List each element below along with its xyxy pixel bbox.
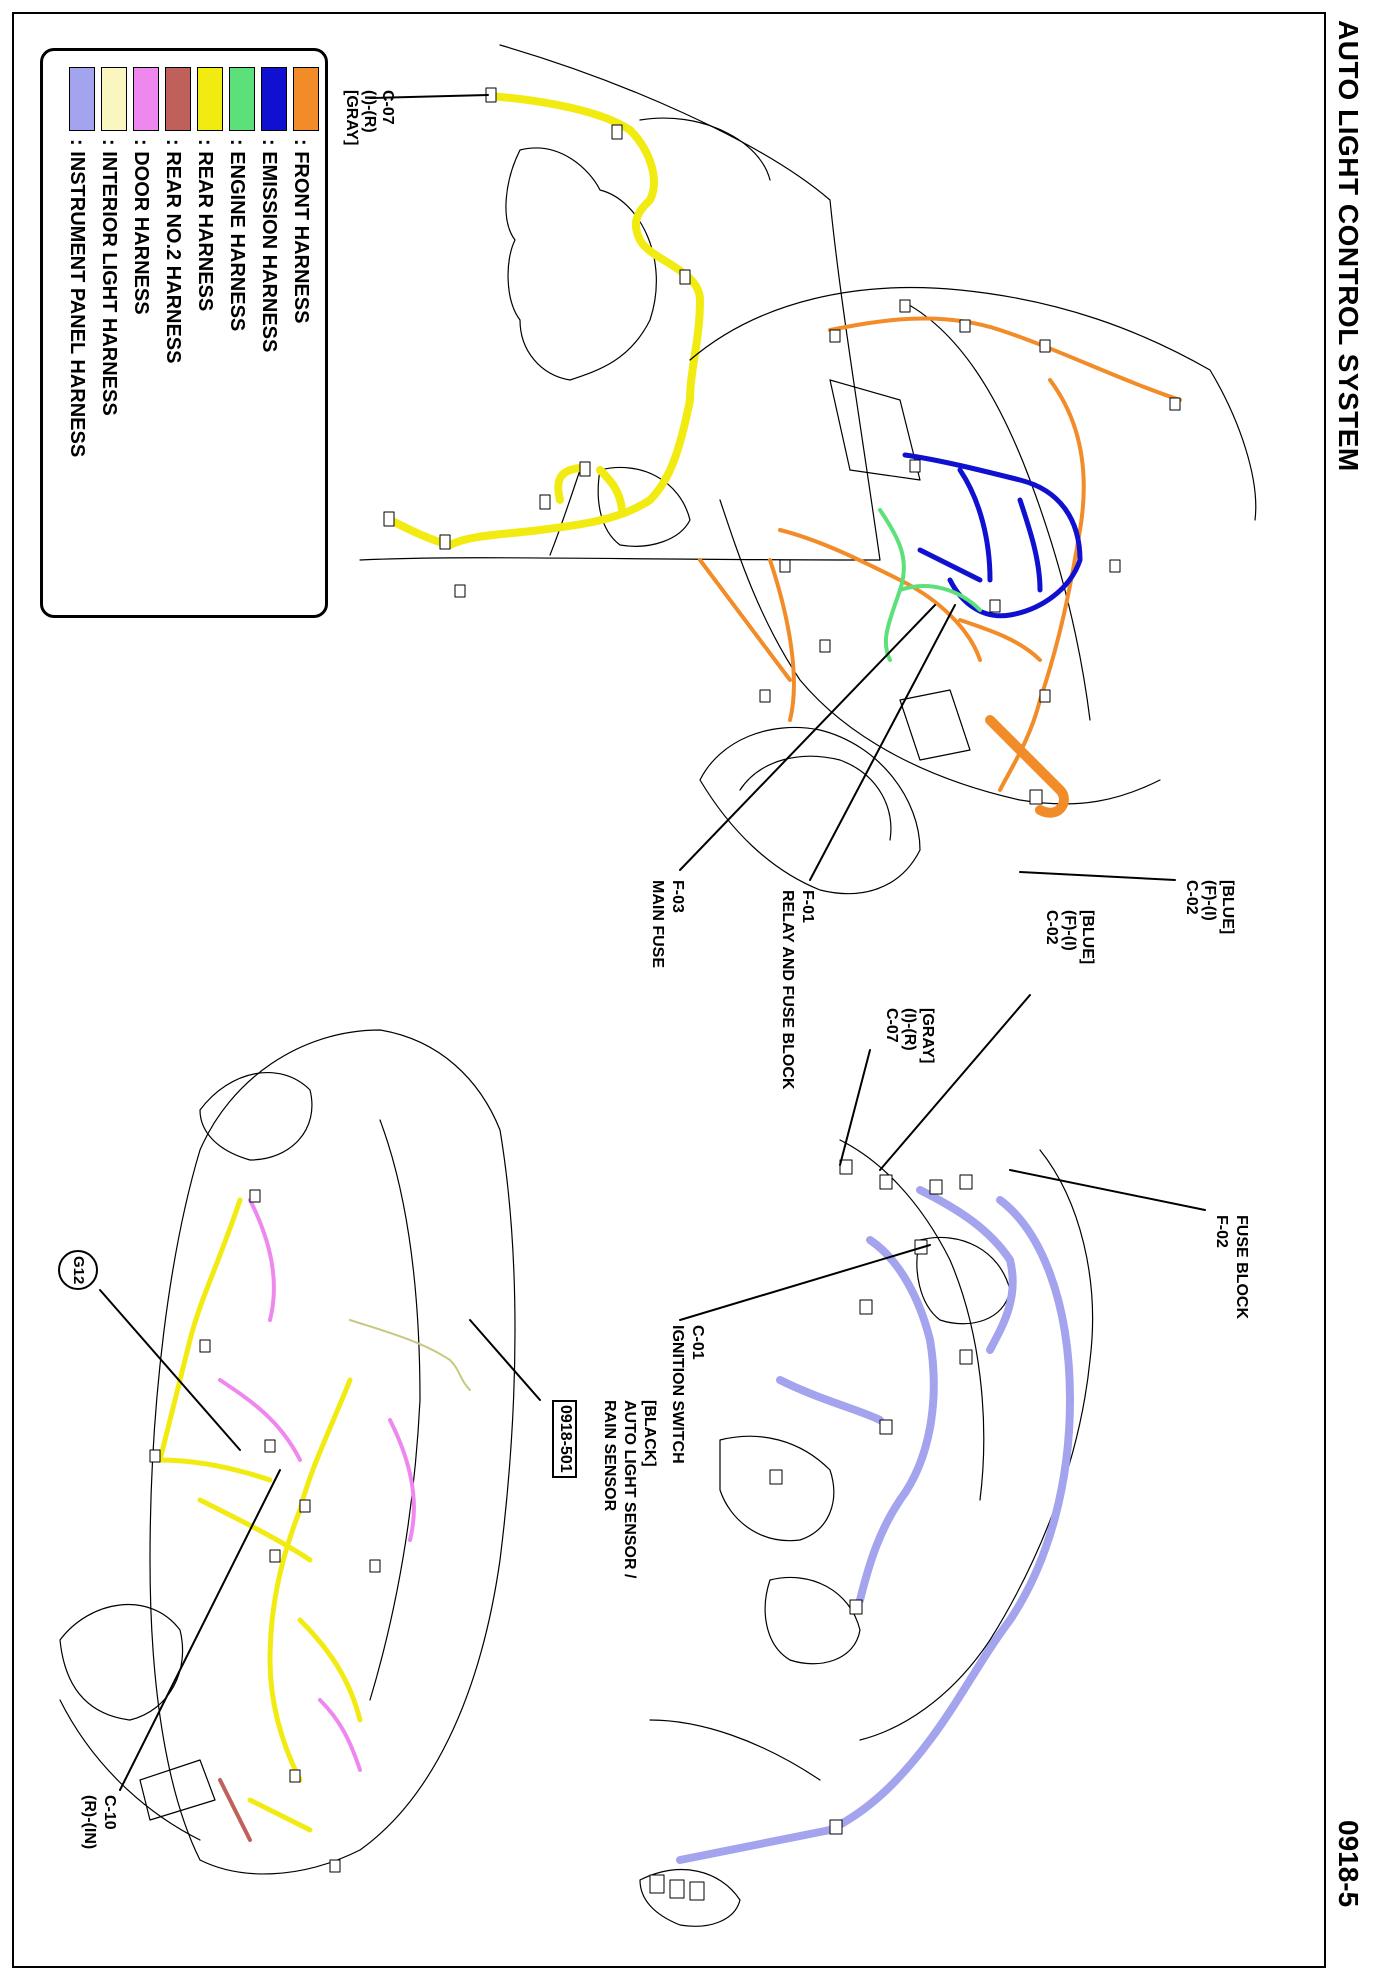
callout-c02-dash-pins: (F)-(I) — [1060, 910, 1078, 951]
callout-c10-pins: (R)-(IN) — [80, 1795, 98, 1850]
callout-c07-top: C-07 — [378, 90, 396, 125]
callout-c10: C-10 — [100, 1795, 118, 1830]
callout-c07-top-color: [GRAY] — [342, 90, 360, 146]
callout-c02-engine: C-02 — [1182, 880, 1200, 915]
callout-c02-engine-pins: (F)-(I) — [1200, 880, 1218, 921]
callout-sensor-name-2: RAIN SENSOR — [600, 1400, 618, 1512]
rear-yellow-harness — [390, 96, 700, 545]
sensor-leader-line — [470, 1320, 540, 1400]
front-orange-harness — [700, 318, 1180, 790]
engine-compartment-outline — [690, 288, 1256, 894]
f02-leader-line — [1010, 1170, 1205, 1210]
callout-sensor-name: AUTO LIGHT SENSOR / — [620, 1400, 638, 1579]
legend-label: : FRONT HARNESS — [290, 139, 312, 324]
page-number: 0918-5 — [1333, 1820, 1364, 1908]
callout-f03-name: MAIN FUSE — [648, 880, 666, 968]
page-title: AUTO LIGHT CONTROL SYSTEM — [1333, 20, 1364, 472]
callout-f03: F-03 — [668, 880, 686, 913]
rear-yellow-harness-cabin — [160, 1200, 360, 1830]
callout-c07-dash-color: [GRAY] — [918, 1008, 936, 1064]
instrument-panel-harness — [680, 1190, 1070, 1860]
legend-label: : INTERIOR LIGHT HARNESS — [98, 139, 120, 416]
callout-f01-name: RELAY AND FUSE BLOCK — [778, 890, 796, 1090]
c01-leader-line — [680, 1245, 930, 1320]
sensor-reference-box[interactable]: 0918-501 — [552, 1400, 577, 1478]
legend-label: : INSTRUMENT PANEL HARNESS — [66, 139, 88, 458]
callout-c07-top-pins: (I)-(R) — [360, 90, 378, 133]
callout-c01-name: IGNITION SWITCH — [668, 1325, 686, 1464]
legend-label: : REAR HARNESS — [194, 139, 216, 312]
callout-c07-dash: C-07 — [882, 1008, 900, 1043]
callout-sensor-color: [BLACK] — [640, 1400, 658, 1467]
f01-leader-line — [810, 605, 955, 880]
f03-leader-line — [680, 605, 935, 870]
door-pink-harness — [220, 1200, 414, 1770]
legend-label: : DOOR HARNESS — [130, 139, 152, 315]
callout-f02-name: FUSE BLOCK — [1232, 1215, 1250, 1319]
g12-ground-label: G12 — [58, 1250, 98, 1290]
legend-label: : ENGINE HARNESS — [226, 139, 248, 332]
callout-c01: C-01 — [688, 1325, 706, 1360]
legend-label: : REAR NO.2 HARNESS — [162, 139, 184, 364]
emission-blue-harness — [905, 455, 1080, 616]
c10-leader-line — [120, 1470, 280, 1790]
rear-no2-harness — [220, 1780, 250, 1840]
callout-f01: F-01 — [798, 890, 816, 923]
callout-c02-dash-color: [BLUE] — [1078, 910, 1096, 965]
callout-c02-dash: C-02 — [1042, 910, 1060, 945]
callout-f02: F-02 — [1212, 1215, 1230, 1248]
c02-engine-leader-line — [1020, 872, 1175, 880]
legend-label: : EMISSION HARNESS — [258, 139, 280, 353]
engine-green-harness — [880, 510, 980, 660]
callout-c02-engine-color: [BLUE] — [1218, 880, 1236, 935]
callout-c07-dash-pins: (I)-(R) — [900, 1008, 918, 1051]
